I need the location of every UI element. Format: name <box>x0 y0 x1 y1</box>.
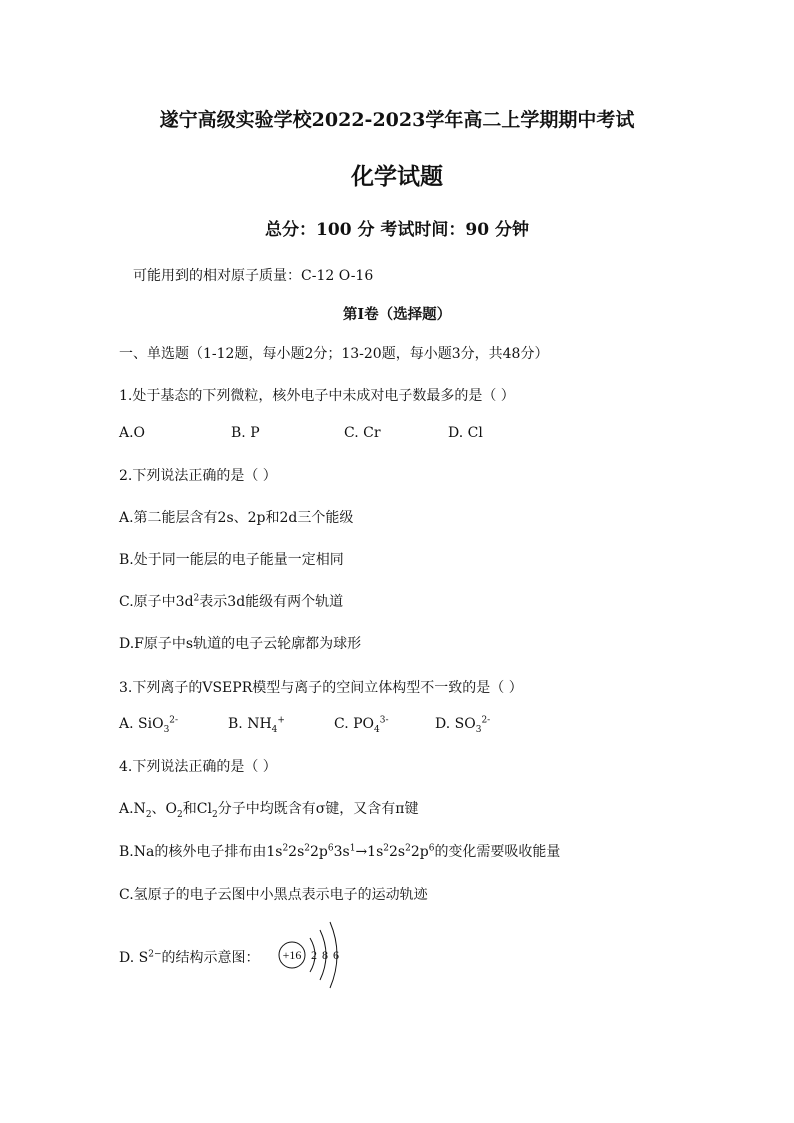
q4-option-b: B.Na的核外电子排布由$1s^22s^22p^63s^1\to 1s^22s^22p^6$的变化需要吸收能量 <box>119 843 561 860</box>
shell-electrons-2: 8 <box>322 948 328 962</box>
q1-option-b: B. P <box>231 425 260 441</box>
part-title: 一、单选题（1-12题，每小题2分；13-20题，每小题3分，共48分） <box>119 346 549 362</box>
atomic-mass-note: 可能用到的相对原子质量：C-12 O-16 <box>133 268 374 284</box>
q2-option-d: D.F原子中s轨道的电子云轮廓都为球形 <box>119 636 362 652</box>
shell-electrons-3: 6 <box>333 948 339 962</box>
q3-option-a: A. SiO$_3^{2-}$ <box>119 715 179 735</box>
q1-option-a: A.O <box>119 425 146 441</box>
subject-title: 化学试题 <box>351 163 443 190</box>
section-title: 第Ⅰ卷（选择题） <box>342 306 452 323</box>
q3-option-d: D. $SO_3^{2-}$ <box>435 715 491 735</box>
shell-electrons-1: 2 <box>311 948 317 962</box>
sulfide-ion-structure-diagram <box>276 918 356 998</box>
q2-option-a: A.第二能层含有2s、2p和2d三个能级 <box>119 510 354 526</box>
q3-stem: 3.下列离子的VSEPR模型与离子的空间立体构型不一致的是（ ） <box>119 680 523 696</box>
q3-option-c: C. $PO_4^{3-}$ <box>334 715 389 735</box>
q4-option-c: C.氢原子的电子云图中小黑点表示电子的运动轨迹 <box>119 887 428 903</box>
q4-option-a: $A.N_2$、$O_2$和$Cl_2$分子中均既含有σ键，又含有π键 <box>119 801 419 820</box>
q4-stem: 4.下列说法正确的是（ ） <box>119 759 277 775</box>
school-exam-title: 遂宁高级实验学校2022-2023学年高二上学期期中考试 <box>159 109 635 131</box>
q2-option-b: B.处于同一能层的电子能量一定相同 <box>119 552 344 568</box>
q3-option-b: B. $NH_4^+$ <box>228 715 285 735</box>
q1-stem: 1.处于基态的下列微粒，核外电子中未成对电子数最多的是（ ） <box>119 388 515 404</box>
nucleus-charge: +16 <box>282 948 302 962</box>
exam-info: 总分：100 分 考试时间：90 分钟 <box>265 220 529 240</box>
q2-stem: 2.下列说法正确的是（ ） <box>119 468 277 484</box>
q1-option-c: C. Cr <box>344 425 381 441</box>
q4-option-d: D. $S^{2-}$的结构示意图： <box>119 949 260 966</box>
q2-option-c: C.原子中$3d^2$表示3d能级有两个轨道 <box>119 593 344 610</box>
q1-option-d: D. Cl <box>448 425 483 441</box>
